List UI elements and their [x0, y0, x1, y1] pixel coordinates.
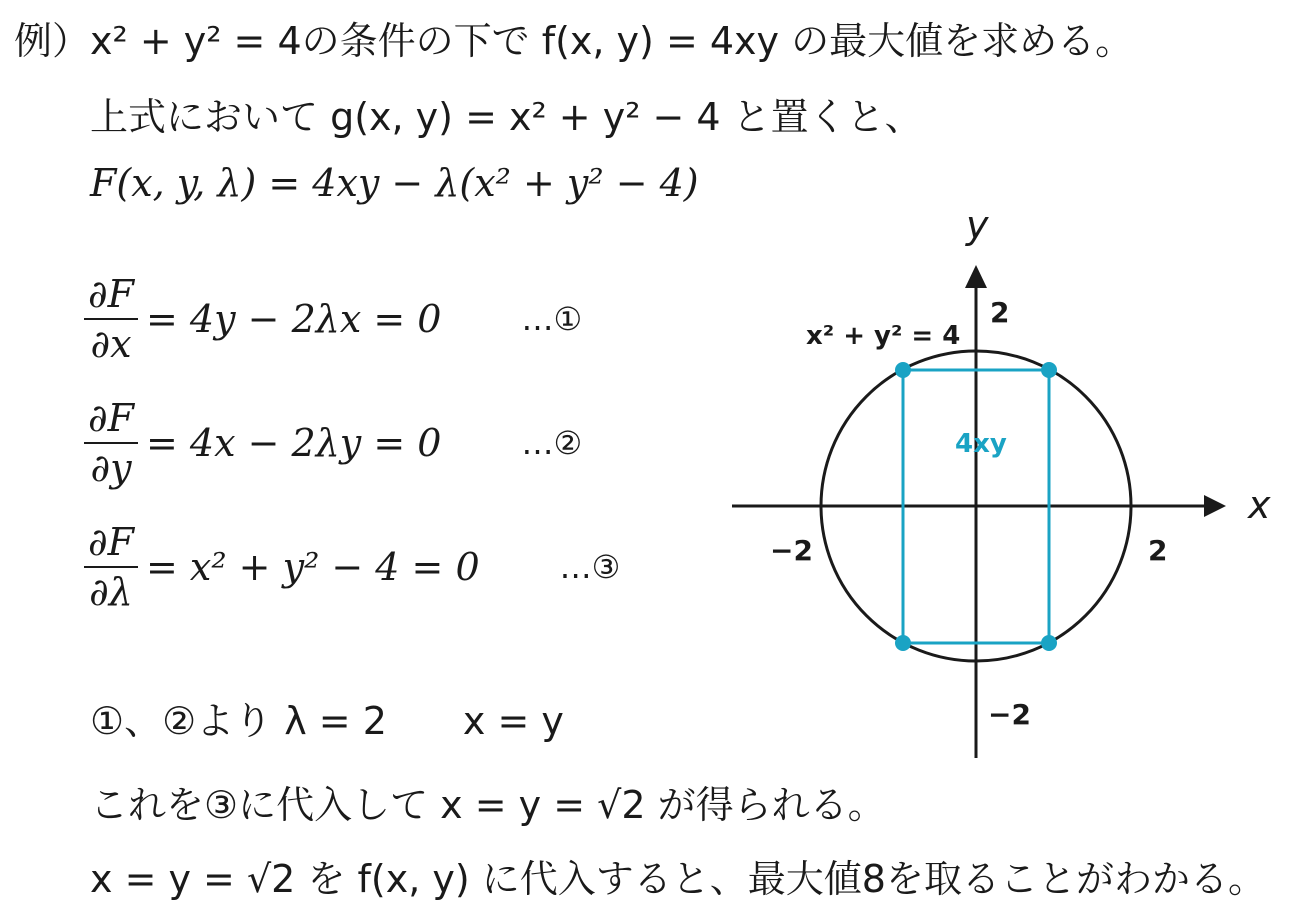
x-axis-label: x	[1248, 483, 1271, 527]
circle-equation-label: x² + y² = 4	[806, 321, 961, 351]
problem-text: x² + y² = 4の条件の下で f(x, y) = 4xy の最大値を求める。	[90, 19, 1134, 63]
y-axis-label: y	[966, 203, 989, 247]
fraction-denominator: ∂x	[90, 322, 132, 366]
fraction-denominator: ∂y	[90, 446, 132, 490]
corner-point	[1041, 362, 1057, 378]
corner-point	[895, 635, 911, 651]
rectangle-area-label: 4xy	[955, 429, 1007, 459]
result-conclusion: x = y = √2 を f(x, y) に代入すると、最大値8を取ることがわかる。	[90, 857, 1266, 901]
result-substitution: これを③に代入して x = y = √2 が得られる。	[90, 783, 886, 827]
tick-y-positive: 2	[990, 296, 1010, 329]
equation-rhs: = 4y − 2λx = 0	[146, 297, 442, 341]
x-axis-arrow-icon	[1204, 495, 1226, 517]
y-axis-arrow-icon	[965, 265, 987, 288]
example-prefix: 例）	[14, 19, 91, 63]
fraction-numerator: ∂F	[84, 520, 138, 568]
equation-tag: …②	[521, 424, 583, 462]
fraction-numerator: ∂F	[84, 396, 138, 444]
result-lambda: ①、②より λ = 2 x = y	[90, 699, 564, 743]
equation-tag: …③	[559, 548, 621, 586]
equation-rhs: = 4x − 2λy = 0	[146, 421, 442, 465]
corner-point	[1041, 635, 1057, 651]
tick-x-positive: 2	[1148, 534, 1168, 567]
equation-rhs: = x² + y² − 4 = 0	[146, 545, 480, 589]
equation-tag: …①	[521, 300, 583, 338]
tick-y-negative: −2	[988, 698, 1031, 731]
fraction-numerator: ∂F	[84, 272, 138, 320]
corner-point	[895, 362, 911, 378]
tick-x-negative: −2	[770, 534, 813, 567]
g-definition: 上式において g(x, y) = x² + y² − 4 と置くと、	[90, 95, 923, 139]
F-definition: F(x, y, λ) = 4xy − λ(x² + y² − 4)	[90, 161, 699, 205]
fraction-denominator: ∂λ	[89, 570, 133, 614]
